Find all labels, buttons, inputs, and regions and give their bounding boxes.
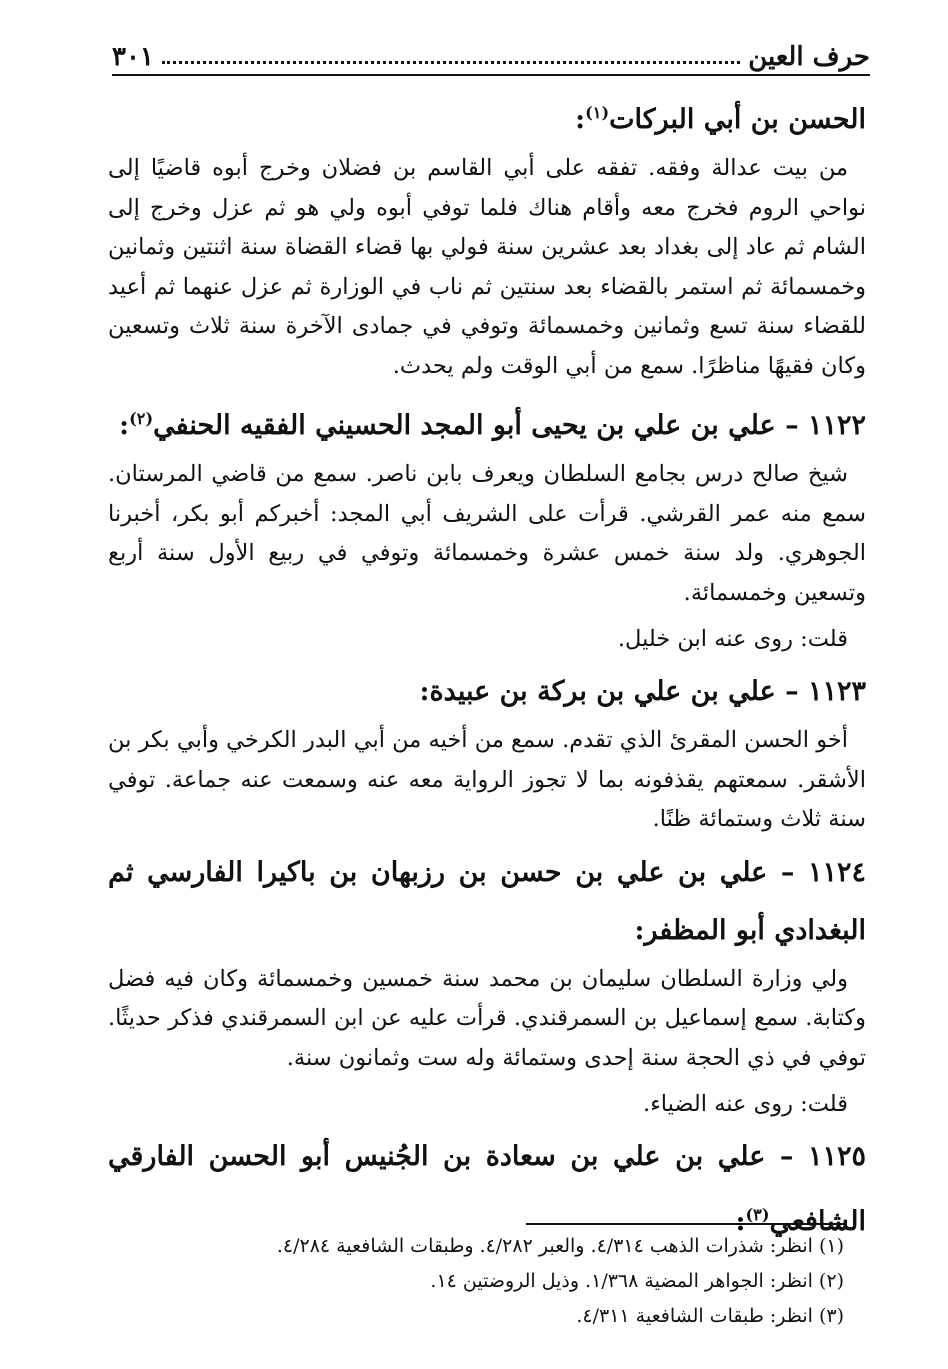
entry-title: ١١٢٣ – علي بن علي بن بركة بن عبيدة: [419,676,866,707]
entry-note: قلت: روى عنه الضياء. [643,1091,848,1117]
footnote: (١) انظر: شذرات الذهب ٤/٣١٤. والعبر ٤/٢٨٢. وطبقات الشافعية ٤/٢٨٤. [276,1235,844,1257]
footnote-rule [526,1223,844,1225]
entry [108,84,866,386]
entry [108,844,866,1127]
footnote-ref: (٣) [745,1205,770,1224]
footnotes [108,1229,844,1334]
entry-body: أخو الحسن المقرئ الذي تقدم. سمع من أخيه من أبي البدر الكرخي وأبي بكر بن الأشقر. سمعتهم يقذفونه بما لا تجوز الرواية معه عنه وسمعت عنه جماعة. توفي سنة ثلاث وستمائة ظنًا. [108,727,866,832]
page-header [112,28,870,72]
entry-note: قلت: روى عنه ابن خليل. [617,626,848,652]
entry-body: ولي وزارة السلطان سليمان بن محمد سنة خمسين وخمسمائة وكان فيه فضل وكتابة. سمع إسماعيل بن السمرقندي. قرأت عليه عن ابن السمرقندي فذكر حديثًا. توفي في ذي الحجة سنة إحدى وستمائة وله ست وثمانون سنة. [108,965,866,1071]
entry-title: ١١٢٤ – علي بن علي بن حسن بن رزبهان بن باكيرا الفارسي ثم البغدادي أبو المظفر: [108,856,866,946]
entry [108,663,866,840]
entry-body: شيخ صالح درس بجامع السلطان ويعرف بابن ناصر. سمع من قاضي المرستان. سمع منه عمر القرشي. قرأت على الشريف أبي المجد: أخبركم أبو بكر، أخبرنا الجوهري. ولد سنة خمس عشرة وخمسمائة وتوفي في ربيع الأول سنة أربع وتسعين وخمسمائة. [108,461,866,606]
footnote-ref: (٢) [129,409,154,428]
entry-title: الحسن بن أبي البركات$^{(١)}$: [575,103,866,135]
section-title: حرف العين [748,42,870,72]
header-rule [112,74,870,76]
footnote-ref: (١) [585,103,610,122]
entry-title: ١١٢٥ – علي بن علي بن سعادة بن الجُنيس أبو الحسن الفارقي الشافعي$^{(٣)}$: [108,1141,866,1237]
header-leader-dots [162,60,740,64]
page-number: ٣٠١ [112,42,154,72]
entry-title: ١١٢٢ – علي بن علي بن يحيى أبو المجد الحسيني الفقيه الحنفي$^{(٢)}$: [119,409,866,441]
entries [108,84,866,1251]
footnote: (٣) انظر: طبقات الشافعية ٤/٣١١. [576,1305,844,1327]
entry-body: من بيت عدالة وفقه. تفقه على أبي القاسم بن فضلان وخرج أبوه قاضيًا إلى نواحي الروم فخرج معه وأقام هناك فلما توفي أبوه ولي هو ثم عزل وخرج إلى الشام ثم عاد إلى بغداد بعد عشرين سنة فولي بها قضاء القضاة سنة اثنتين وثمانين وخمسمائة ثم استمر بالقضاء بعد سنتين ثم ناب في الوزارة ثم عزل عنهما ثم أعيد للقضاء سنة تسع وثمانين وخمسمائة وتوفي في جمادى الآخرة سنة ثلاث وتسعين وكان فقيهًا مناظرًا. سمع من أبي الوقت ولم يحدث. [108,155,866,379]
entry [108,390,866,661]
footnote: (٢) انظر: الجواهر المضية ١/٣٦٨. وذيل الروضتين ١٤. [430,1270,844,1292]
